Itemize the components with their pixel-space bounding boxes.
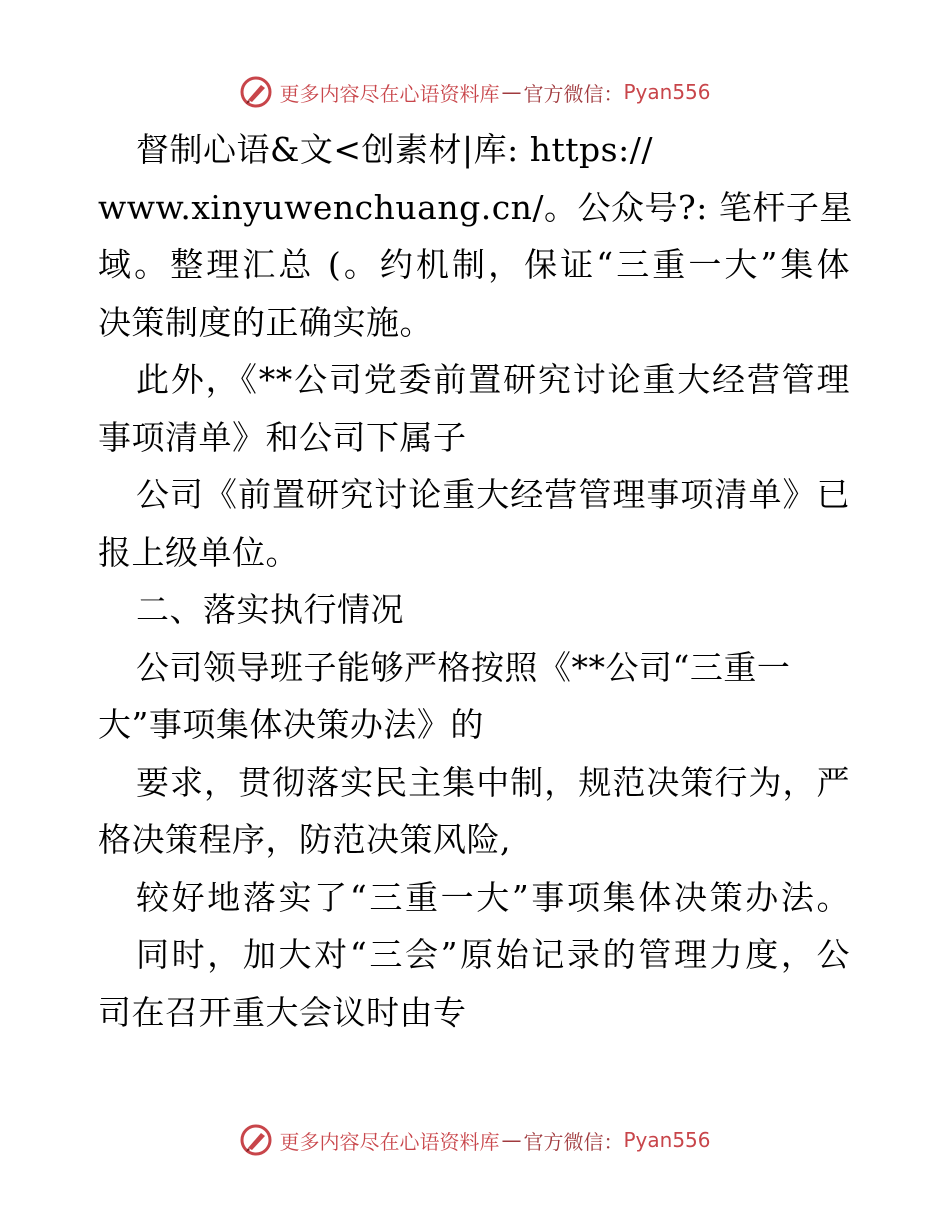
pen-logo-icon xyxy=(239,75,273,109)
wechat-id: Pyan556 xyxy=(623,1128,711,1152)
text-line: 二、落实执行情况 xyxy=(136,590,404,629)
banner-text: 更多内容尽在心语资料库 xyxy=(279,81,500,106)
text-line: 公司领导班子能够严格按照《**公司“三重一 xyxy=(136,647,791,687)
banner-separator: — xyxy=(501,1128,522,1152)
text-line: 格决策程序，防范决策风险, xyxy=(98,820,511,859)
banner-text: 更多内容尽在心语资料库 xyxy=(279,1129,500,1154)
banner-content xyxy=(239,1123,710,1157)
banner-label: 官方微信： xyxy=(523,81,624,106)
document-body xyxy=(98,121,858,1041)
text-line: 公司《前置研究讨论重大经营管理事项清单》已 xyxy=(136,475,850,514)
text-line: 决策制度的正确实施。 xyxy=(98,302,433,342)
footer-banner xyxy=(0,1120,950,1160)
text-line: 大”事项集体决策办法》的 xyxy=(98,705,484,744)
banner-label: 官方微信： xyxy=(523,1129,624,1154)
text-line: 同时，加大对“三会”原始记录的管理力度，公 xyxy=(136,935,850,974)
text-line: 要求，贯彻落实民主集中制，规范决策行为，严 xyxy=(136,762,850,802)
text-line: 报上级单位。 xyxy=(98,532,299,572)
text-line: 督制心语&文<创素材|库: https:// xyxy=(136,130,653,169)
text-line: www.xinyuwenchuang.cn/。公众号?: 笔杆子星 xyxy=(98,187,853,227)
text-line: 较好地落实了“三重一大”事项集体决策办法。 xyxy=(136,877,850,917)
text-line: 域。整理汇总 (。约机制，保证“三重一大”集体 xyxy=(98,245,850,284)
wechat-id: Pyan556 xyxy=(623,80,711,104)
pen-logo-icon xyxy=(239,1123,273,1157)
text-line: 事项清单》和公司下属子 xyxy=(98,417,467,457)
text-line: 此外，《**公司党委前置研究讨论重大经营管理 xyxy=(136,360,850,399)
banner-content xyxy=(239,75,710,109)
banner-separator: — xyxy=(501,80,522,104)
header-banner xyxy=(0,72,950,112)
text-line: 司在召开重大会议时由专 xyxy=(98,992,467,1032)
